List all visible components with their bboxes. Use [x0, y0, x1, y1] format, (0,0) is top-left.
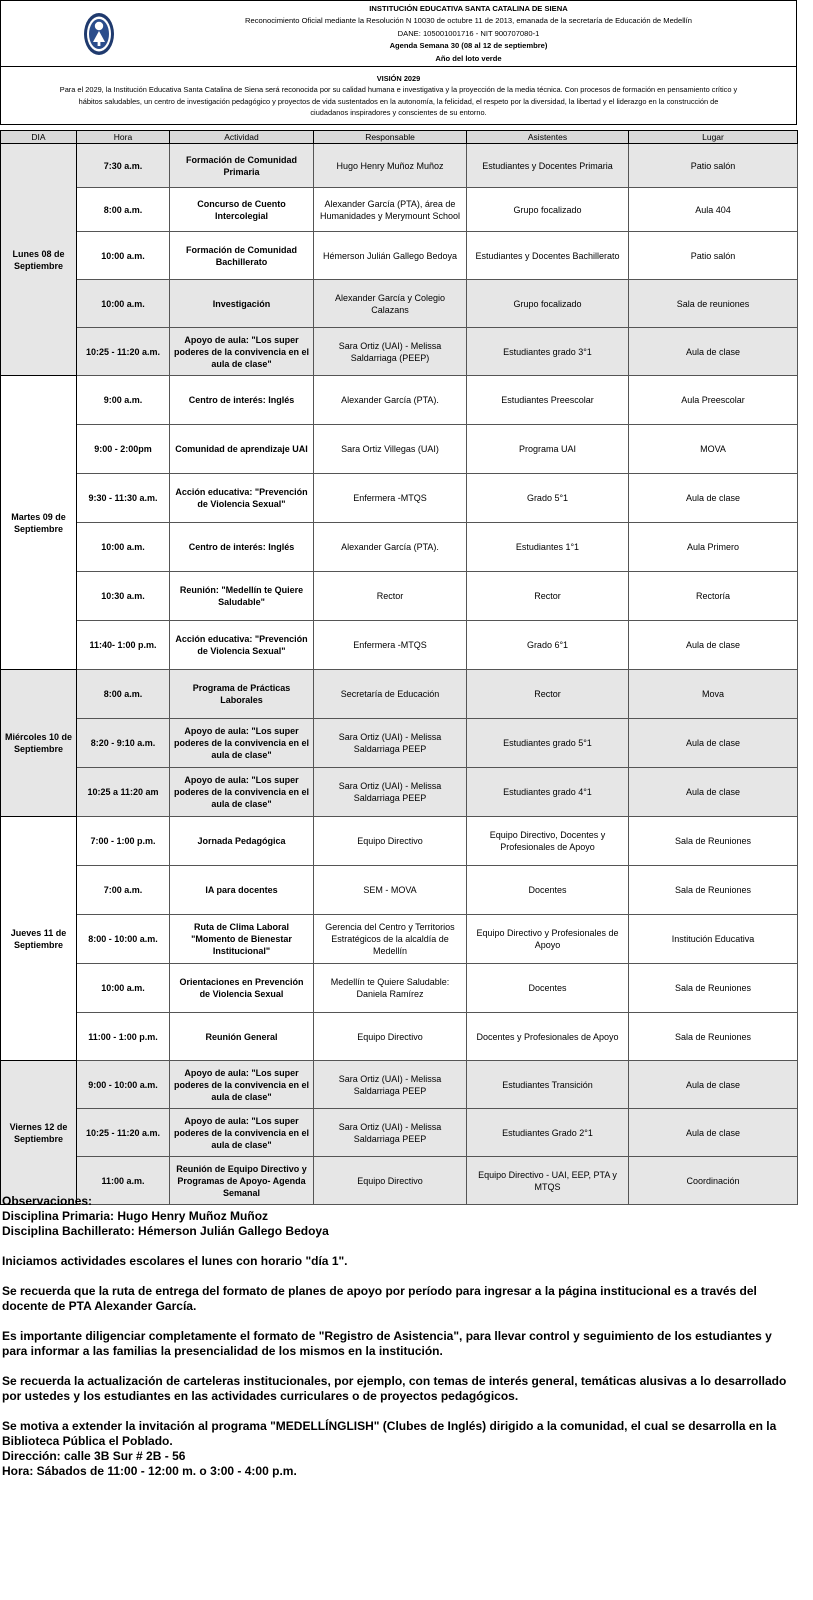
vision-block: [0, 67, 797, 125]
time-cell: 9:00 a.m.: [77, 376, 170, 425]
time-cell: 11:00 - 1:00 p.m.: [77, 1013, 170, 1061]
agenda-title: Agenda Semana 30 (08 al 12 de septiembre): [389, 41, 548, 51]
place-cell: Aula Primero: [629, 523, 798, 572]
place-cell: Patio salón: [629, 232, 798, 280]
observation-paragraph: Se recuerda la actualización de carteleras institucionales, por ejemplo, con temas de interés general, temáticas alusivas a lo desarrollado por ustedes y los estudiantes en las actividades curriculares o de proyectos pedagógicos.: [2, 1374, 787, 1403]
vision-title: VISIÓN 2029: [376, 74, 421, 83]
observation-paragraph: Se motiva a extender la invitación al programa "MEDELLÍNGLISH" (Clubes de Inglés) dirigido a la comunidad, el cual se desarrolla en la Biblioteca Pública el Poblado.: [2, 1419, 777, 1448]
time-cell: 7:00 a.m.: [77, 866, 170, 915]
place-cell: Aula de clase: [629, 621, 798, 670]
activity-cell: Concurso de Cuento Intercolegial: [170, 188, 314, 232]
observation-primaria: Disciplina Primaria: Hugo Henry Muñoz Muñoz: [2, 1209, 269, 1223]
responsible-cell: Equipo Directivo: [314, 1157, 467, 1205]
observation-paragraph: Se recuerda que la ruta de entrega del formato de planes de apoyo por período para ingresar a la página institucional es a través del docente de PTA Alexander García.: [2, 1284, 757, 1313]
responsible-cell: Secretaría de Educación: [314, 670, 467, 719]
activity-cell: Programa de Prácticas Laborales: [170, 670, 314, 719]
attendees-cell: Estudiantes Preescolar: [467, 376, 629, 425]
attendees-cell: Estudiantes grado 5°1: [467, 719, 629, 768]
spacer: [2, 1404, 792, 1419]
spacer: [2, 1269, 792, 1284]
attendees-cell: Estudiantes y Docentes Bachillerato: [467, 232, 629, 280]
activity-cell: Investigación: [170, 280, 314, 328]
observation-bachillerato: Disciplina Bachillerato: Hémerson Julián Gallego Bedoya: [2, 1224, 329, 1238]
attendees-cell: Docentes: [467, 964, 629, 1013]
activity-cell: Reunión General: [170, 1013, 314, 1061]
responsible-cell: Alexander García (PTA).: [314, 523, 467, 572]
col-header-dia: DIA: [1, 131, 77, 144]
attendees-cell: Estudiantes 1°1: [467, 523, 629, 572]
attendees-cell: Grado 6°1: [467, 621, 629, 670]
col-header-hora: Hora: [77, 131, 170, 144]
time-cell: 8:00 - 10:00 a.m.: [77, 915, 170, 964]
activity-cell: Apoyo de aula: "Los super poderes de la convivencia en el aula de clase": [170, 328, 314, 376]
table-row: [1, 328, 798, 376]
time-cell: 10:00 a.m.: [77, 280, 170, 328]
responsible-cell: Sara Ortiz (UAI) - Melissa Saldarriaga PEEP: [314, 768, 467, 817]
table-row: [1, 768, 798, 817]
document-header: [0, 0, 797, 67]
table-row: [1, 572, 798, 621]
time-cell: 10:00 a.m.: [77, 964, 170, 1013]
responsible-cell: Sara Ortiz (UAI) - Melissa Saldarriaga PEEP: [314, 719, 467, 768]
attendees-cell: Estudiantes grado 4°1: [467, 768, 629, 817]
time-cell: 10:25 a 11:20 am: [77, 768, 170, 817]
attendees-cell: Estudiantes Grado 2°1: [467, 1109, 629, 1157]
activity-cell: Apoyo de aula: "Los super poderes de la convivencia en el aula de clase": [170, 1061, 314, 1109]
table-row: [1, 376, 798, 425]
activity-cell: Ruta de Clima Laboral "Momento de Bienestar Institucional": [170, 915, 314, 964]
table-row: [1, 232, 798, 280]
school-name: INSTITUCIÓN EDUCATIVA SANTA CATALINA DE SIENA: [369, 4, 568, 13]
activity-cell: Acción educativa: "Prevención de Violencia Sexual": [170, 621, 314, 670]
year-motto: Año del loto verde: [435, 53, 502, 63]
time-cell: 9:00 - 2:00pm: [77, 425, 170, 474]
responsible-cell: Sara Ortiz (UAI) - Melissa Saldarriaga PEEP: [314, 1109, 467, 1157]
time-cell: 7:00 - 1:00 p.m.: [77, 817, 170, 866]
vision-line: hábitos saludables, un centro de investigación pedagógico y proyectos de vida sustentados en la autonomía, la felicidad, el respeto por la diversidad, la libertad y el liderazgo en la construcción de: [78, 96, 719, 106]
attendees-cell: Equipo Directivo - UAI, EEP, PTA y MTQS: [467, 1157, 629, 1205]
activity-cell: Acción educativa: "Prevención de Violencia Sexual": [170, 474, 314, 523]
responsible-cell: Gerencia del Centro y Territorios Estratégicos de la alcaldía de Medellín: [314, 915, 467, 964]
table-row: [1, 1061, 798, 1109]
responsible-cell: Alexander García y Colegio Calazans: [314, 280, 467, 328]
school-crest-icon: [83, 11, 115, 57]
place-cell: Rectoría: [629, 572, 798, 621]
place-cell: Patio salón: [629, 144, 798, 188]
attendees-cell: Docentes y Profesionales de Apoyo: [467, 1013, 629, 1061]
day-cell: Viernes 12 de Septiembre: [1, 1061, 77, 1205]
activity-cell: Comunidad de aprendizaje UAI: [170, 425, 314, 474]
table-row: [1, 915, 798, 964]
attendees-cell: Grado 5°1: [467, 474, 629, 523]
table-row: [1, 523, 798, 572]
spacer: [2, 1314, 792, 1329]
activity-cell: Apoyo de aula: "Los super poderes de la convivencia en el aula de clase": [170, 1109, 314, 1157]
activity-cell: Jornada Pedagógica: [170, 817, 314, 866]
table-header-row: [1, 131, 798, 144]
time-cell: 10:25 - 11:20 a.m.: [77, 1109, 170, 1157]
responsible-cell: Equipo Directivo: [314, 1013, 467, 1061]
attendees-cell: Equipo Directivo y Profesionales de Apoyo: [467, 915, 629, 964]
place-cell: Sala de Reuniones: [629, 817, 798, 866]
time-cell: 7:30 a.m.: [77, 144, 170, 188]
col-header-lugar: Lugar: [629, 131, 798, 144]
place-cell: Mova: [629, 670, 798, 719]
responsible-cell: Alexander García (PTA).: [314, 376, 467, 425]
day-cell: Lunes 08 de Septiembre: [1, 144, 77, 376]
observation-address: Dirección: calle 3B Sur # 2B - 56: [2, 1449, 186, 1463]
table-row: [1, 1109, 798, 1157]
table-row: [1, 425, 798, 474]
responsible-cell: Sara Ortiz (UAI) - Melissa Saldarriaga PEEP: [314, 1061, 467, 1109]
attendees-cell: Equipo Directivo, Docentes y Profesionales de Apoyo: [467, 817, 629, 866]
time-cell: 11:00 a.m.: [77, 1157, 170, 1205]
day-cell: Miércoles 10 de Septiembre: [1, 670, 77, 817]
attendees-cell: Grupo focalizado: [467, 188, 629, 232]
place-cell: Sala de Reuniones: [629, 964, 798, 1013]
place-cell: Aula Preescolar: [629, 376, 798, 425]
time-cell: 8:00 a.m.: [77, 670, 170, 719]
responsible-cell: Rector: [314, 572, 467, 621]
observations-section: [2, 1194, 792, 1479]
time-cell: 9:30 - 11:30 a.m.: [77, 474, 170, 523]
place-cell: Coordinación: [629, 1157, 798, 1205]
time-cell: 10:25 - 11:20 a.m.: [77, 328, 170, 376]
dane-nit: DANE: 105001001716 - NIT 900707080-1: [397, 28, 540, 38]
table-row: [1, 621, 798, 670]
activity-cell: Centro de interés: Inglés: [170, 523, 314, 572]
table-row: [1, 280, 798, 328]
activity-cell: Reunión de Equipo Directivo y Programas de Apoyo- Agenda Semanal: [170, 1157, 314, 1205]
attendees-cell: Grupo focalizado: [467, 280, 629, 328]
resolution-text: Reconocimiento Oficial mediante la Resolución N 10030 de octubre 11 de 2013, emanada de la secretaría de Educación de Medellín: [245, 16, 692, 26]
day-cell: Martes 09 de Septiembre: [1, 376, 77, 670]
responsible-cell: Sara Ortiz Villegas (UAI): [314, 425, 467, 474]
time-cell: 10:00 a.m.: [77, 232, 170, 280]
place-cell: Sala de reuniones: [629, 280, 798, 328]
observations-title: Observaciones:: [2, 1194, 93, 1208]
place-cell: Aula de clase: [629, 719, 798, 768]
responsible-cell: Enfermera -MTQS: [314, 474, 467, 523]
agenda-page: [0, 0, 797, 125]
time-cell: 9:00 - 10:00 a.m.: [77, 1061, 170, 1109]
vision-line: ciudadanos inspiradores y conscientes de su entorno.: [310, 108, 487, 118]
spacer: [2, 1239, 792, 1254]
activity-cell: Apoyo de aula: "Los super poderes de la convivencia en el aula de clase": [170, 719, 314, 768]
observation-paragraph: Iniciamos actividades escolares el lunes con horario "día 1".: [2, 1254, 348, 1268]
responsible-cell: Alexander García (PTA), área de Humanidades y Merymount School: [314, 188, 467, 232]
attendees-cell: Programa UAI: [467, 425, 629, 474]
table-row: [1, 964, 798, 1013]
table-row: [1, 474, 798, 523]
time-cell: 8:20 - 9:10 a.m.: [77, 719, 170, 768]
place-cell: Sala de Reuniones: [629, 1013, 798, 1061]
activity-cell: Orientaciones en Prevención de Violencia Sexual: [170, 964, 314, 1013]
responsible-cell: Hémerson Julián Gallego Bedoya: [314, 232, 467, 280]
day-cell: Jueves 11 de Septiembre: [1, 817, 77, 1061]
responsible-cell: Medellín te Quiere Saludable: Daniela Ramírez: [314, 964, 467, 1013]
col-header-actividad: Actividad: [170, 131, 314, 144]
attendees-cell: Rector: [467, 572, 629, 621]
activity-cell: Reunión: "Medellín te Quiere Saludable": [170, 572, 314, 621]
time-cell: 11:40- 1:00 p.m.: [77, 621, 170, 670]
attendees-cell: Estudiantes grado 3°1: [467, 328, 629, 376]
activity-cell: Apoyo de aula: "Los super poderes de la convivencia en el aula de clase": [170, 768, 314, 817]
activity-cell: Formación de Comunidad Primaria: [170, 144, 314, 188]
place-cell: Sala de Reuniones: [629, 866, 798, 915]
responsible-cell: Hugo Henry Muñoz Muñoz: [314, 144, 467, 188]
responsible-cell: SEM - MOVA: [314, 866, 467, 915]
place-cell: Aula de clase: [629, 328, 798, 376]
time-cell: 10:30 a.m.: [77, 572, 170, 621]
time-cell: 8:00 a.m.: [77, 188, 170, 232]
place-cell: MOVA: [629, 425, 798, 474]
table-row: [1, 866, 798, 915]
place-cell: Aula de clase: [629, 1061, 798, 1109]
attendees-cell: Docentes: [467, 866, 629, 915]
place-cell: Aula de clase: [629, 768, 798, 817]
activity-cell: IA para docentes: [170, 866, 314, 915]
attendees-cell: Estudiantes y Docentes Primaria: [467, 144, 629, 188]
table-row: [1, 817, 798, 866]
observation-hours: Hora: Sábados de 11:00 - 12:00 m. o 3:00 - 4:00 p.m.: [2, 1464, 297, 1478]
col-header-asistentes: Asistentes: [467, 131, 629, 144]
table-row: [1, 188, 798, 232]
table-row: [1, 719, 798, 768]
time-cell: 10:00 a.m.: [77, 523, 170, 572]
responsible-cell: Sara Ortiz (UAI) - Melissa Saldarriaga (PEEP): [314, 328, 467, 376]
spacer: [2, 1359, 792, 1374]
activity-cell: Centro de interés: Inglés: [170, 376, 314, 425]
responsible-cell: Enfermera -MTQS: [314, 621, 467, 670]
place-cell: Institución Educativa: [629, 915, 798, 964]
attendees-cell: Estudiantes Transición: [467, 1061, 629, 1109]
observation-paragraph: Es importante diligenciar completamente el formato de "Registro de Asistencia", para llevar control y seguimiento de los estudiantes y para informar a las familias la presencialidad de los mismos en la institución.: [2, 1329, 772, 1358]
activity-cell: Formación de Comunidad Bachillerato: [170, 232, 314, 280]
place-cell: Aula de clase: [629, 474, 798, 523]
responsible-cell: Equipo Directivo: [314, 817, 467, 866]
table-row: [1, 1013, 798, 1061]
place-cell: Aula de clase: [629, 1109, 798, 1157]
place-cell: Aula 404: [629, 188, 798, 232]
table-row: [1, 670, 798, 719]
table-row: [1, 144, 798, 188]
col-header-responsable: Responsable: [314, 131, 467, 144]
vision-line: Para el 2029, la Institución Educativa Santa Catalina de Siena será reconocida por su calidad humana e investigativa y la proyección de la media técnica. Con procesos de formación en pensamiento crítico y: [59, 85, 738, 95]
attendees-cell: Rector: [467, 670, 629, 719]
agenda-table: [0, 130, 798, 1205]
